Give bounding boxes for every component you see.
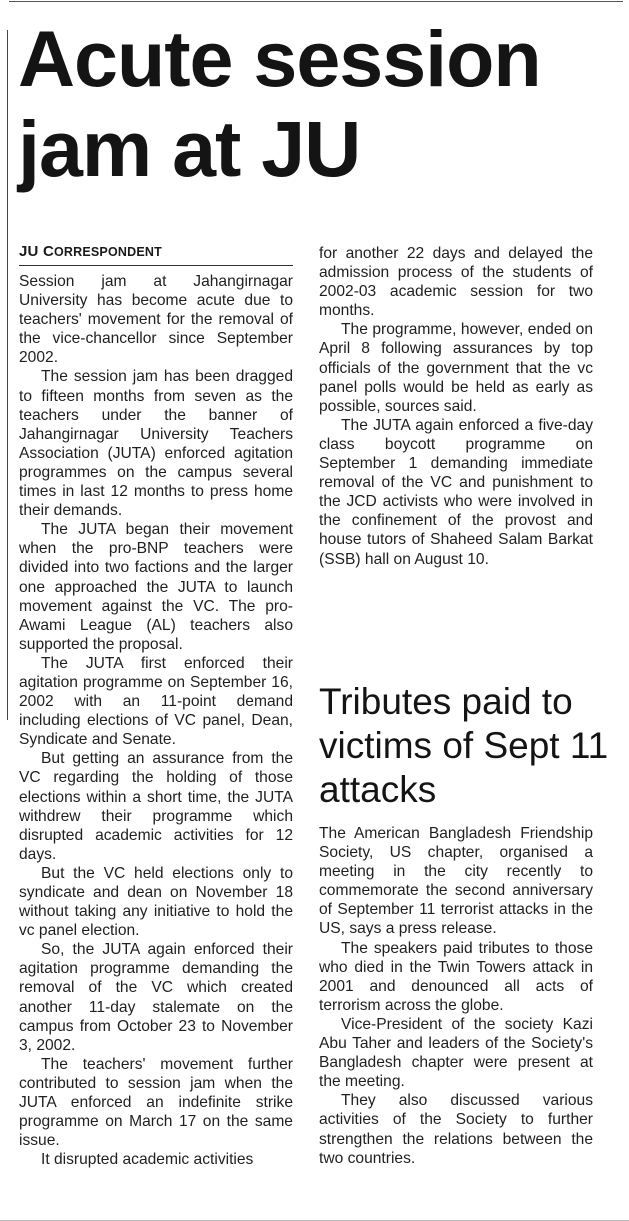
byline-rest: ORRESPONDENT bbox=[53, 245, 162, 259]
article-paragraph: It disrupted academic activities bbox=[41, 1151, 254, 1169]
article-paragraph: Session jam at Jahangirnagar University has become acute due to teachers' movement for the removal of the vice-chancellor since September 2002. bbox=[19, 273, 293, 367]
byline-rule bbox=[19, 265, 293, 266]
second-article-body bbox=[319, 824, 593, 1168]
left-border-rule bbox=[7, 30, 8, 720]
top-border-rule bbox=[9, 1, 623, 2]
article-paragraph: But getting an assurance from the VC regarding the holding of those elections within a short time, the JUTA withdrew their programme which disrupted academic activities for 12 days. bbox=[19, 750, 293, 863]
article-paragraph: Vice-President of the society Kazi Abu Taher and leaders of the Society's Bangladesh chapter were present at the meeting. bbox=[319, 1015, 593, 1091]
article-paragraph: The programme, however, ended on April 8 following assurances by top officials of the government that the vc panel polls would be held as early as possible, sources said. bbox=[319, 321, 593, 415]
article-paragraph: The JUTA again enforced a five-day class boycott programme on September 1 demanding immediate removal of the VC and punishment to the JCD activists who were involved in the confinement of the provost and house tutors of Shaheed Salam Barkat (SSB) hall on August 10. bbox=[319, 416, 593, 568]
article-paragraph: for another 22 days and delayed the admission process of the students of 2002-03 academic session for two months. bbox=[319, 245, 593, 320]
left-column bbox=[19, 272, 293, 1169]
article-paragraph: They also discussed various activities of the Society to further strengthen the relations between the two countries. bbox=[319, 1092, 593, 1167]
article-paragraph: The American Bangladesh Friendship Society, US chapter, organised a meeting in the city recently to commemorate the second anniversary of September 11 terrorist attacks in the US, says a press release. bbox=[319, 825, 593, 938]
article-paragraph: But the VC held elections only to syndicate and dean on November 18 without taking any initiative to hold the vc panel election. bbox=[19, 864, 293, 940]
main-headline: Acute session jam at JU bbox=[18, 14, 541, 193]
byline bbox=[19, 243, 293, 260]
right-column bbox=[319, 244, 593, 569]
article-paragraph: The session jam has been dragged to fifteen months from seven as the teachers under the banner of Jahangirnagar University Teachers Association (JUTA) enforced agitation programmes on the campus several times in last 12 months to press home their demands. bbox=[19, 368, 293, 520]
second-headline: Tributes paid to victims of Sept 11 attacks bbox=[319, 681, 609, 810]
article-paragraph: The speakers paid tributes to those who died in the Twin Towers attack in 2001 and denounced all acts of terrorism across the globe. bbox=[319, 939, 593, 1014]
article-paragraph: The JUTA began their movement when the pro-BNP teachers were divided into two factions and the larger one approached the JUTA to launch movement against the VC. The pro-Awami League (AL) teachers also supported the proposal. bbox=[19, 521, 293, 653]
article-paragraph: So, the JUTA again enforced their agitation programme demanding the removal of the VC which created another 11-day stalemate on the campus from October 23 to November 3, 2002. bbox=[19, 941, 293, 1054]
article-paragraph: The JUTA first enforced their agitation programme on September 16, 2002 with an 11-point demand including elections of VC panel, Dean, Syndicate and Senate. bbox=[19, 654, 293, 749]
article-paragraph: The teachers' movement further contributed to session jam when the JUTA enforced an indefinite strike programme on March 17 on the same issue. bbox=[19, 1055, 293, 1150]
byline-initial: JU C bbox=[19, 243, 54, 260]
